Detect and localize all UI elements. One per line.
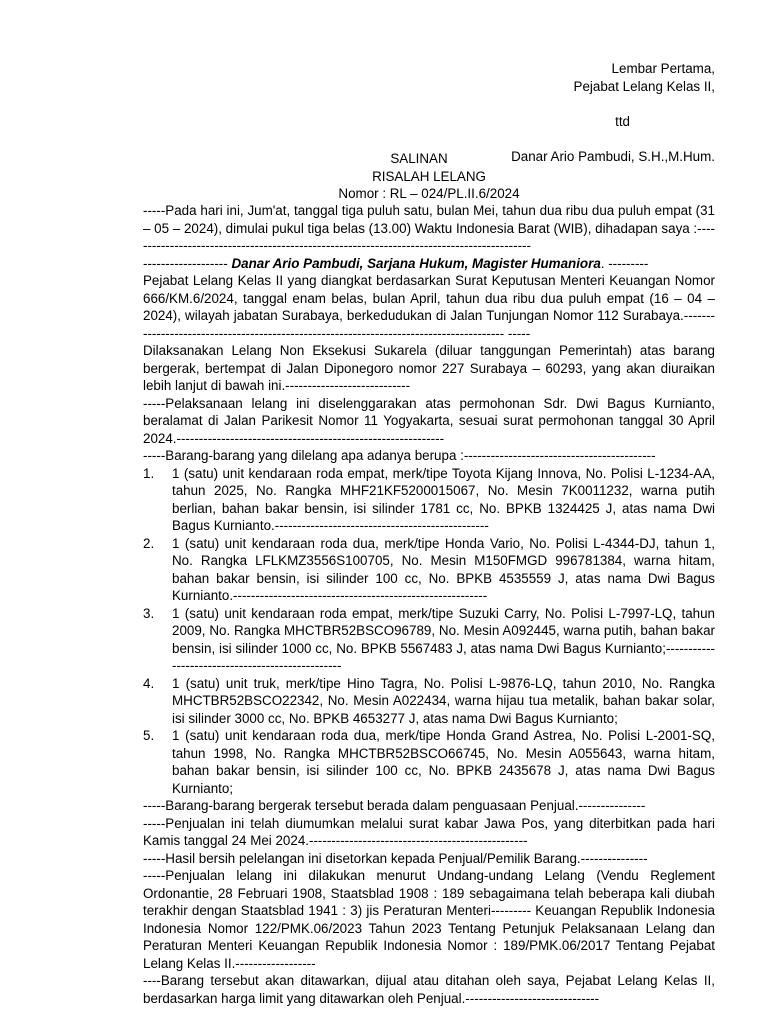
document-body bbox=[143, 202, 715, 1007]
paragraph-opening: -----Pada hari ini, Jum'at, tanggal tiga puluh satu, bulan Mei, tahun dua ribu dua puluh empat (31 – 05 – 2024), dimulai pukul tiga belas (13.00) Waktu Indonesia Barat (WIB), dihadapan saya :------------------------------------------------------------------------------------------- bbox=[143, 203, 715, 253]
paragraph-proceeds: -----Hasil bersih pelelangan ini disetorkan kepada Penjual/Pemilik Barang.--------------- bbox=[143, 850, 648, 866]
list-item bbox=[143, 465, 715, 535]
auction-official-name: Danar Ario Pambudi, Sarjana Hukum, Magister Humaniora bbox=[231, 255, 601, 271]
auction-items-list bbox=[143, 465, 715, 798]
signed-mark: ttd bbox=[615, 113, 630, 129]
copy-label: SALINAN bbox=[390, 151, 448, 166]
paragraph-auction-type: Dilaksanakan Lelang Non Eksekusi Sukarela (diluar tanggungan Pemerintah) atas barang bergerak, bertempat di Jalan Diponegoro nomor 227 Surabaya – 60293, yang akan diuraikan lebih lanjut di bawah ini.---------------------------- bbox=[143, 343, 715, 393]
item-number: 3. bbox=[143, 605, 155, 621]
official-title: Pejabat Lelang Kelas II, bbox=[573, 78, 715, 94]
document-number: Nomor : RL – 024/PL.II.6/2024 bbox=[338, 186, 520, 201]
document-title: RISALAH LELANG bbox=[372, 168, 486, 184]
spacer bbox=[355, 95, 715, 113]
item-number: 5. bbox=[143, 728, 155, 743]
paragraph-appointment: Pejabat Lelang Kelas II yang diangkat berdasarkan Surat Keputusan Menteri Keuangan Nomor 666/KM.6/2024, tanggal enam belas, bulan April, tahun dua ribu dua puluh empat (16 – 04 – 2024), wilayah jabatan Surabaya, berkedudukan di Jalan Tunjungan Nomor 112 Surabaya.---------------------------------------------------------------------------------------- ----- bbox=[143, 273, 715, 341]
list-item bbox=[143, 535, 715, 605]
paragraph-announcement: -----Penjualan ini telah diumumkan melalui surat kabar Jawa Pos, yang diterbitkan pada hari Kamis tanggal 24 Mei 2024.------------------------------------------------- bbox=[143, 815, 715, 848]
item-number: 2. bbox=[143, 535, 155, 551]
paragraph-official-name bbox=[143, 255, 715, 273]
list-item bbox=[143, 727, 715, 797]
official-name: Danar Ario Pambudi, S.H.,M.Hum. bbox=[511, 148, 715, 164]
dash-suffix: . --------- bbox=[600, 255, 649, 271]
item-number: 4. bbox=[143, 675, 155, 691]
item-number: 1. bbox=[143, 465, 155, 481]
paragraph-legal-basis: -----Penjualan lelang ini dilakukan menurut Undang-undang Lelang (Vendu Reglement Ordonantie, 28 Februari 1908, Staatsblad 1908 : 189 sebagaimana telah beberapa kali diubah terakhir dengan Staatsblad 1941 : 3) jis Peraturan Menteri--------- Keuangan Republik Indonesia Indonesia Nomor 122/PMK.06/2023 Tahun 2023 Tentang Petunjuk Pelaksanaan Lelang dan Peraturan Menteri Keuangan Republik Indonesia Nomor : 189/PMK.06/2017 Tentang Pejabat Lelang Kelas II.------------------ bbox=[143, 868, 715, 971]
dash-prefix: ------------------- bbox=[143, 255, 232, 271]
list-item bbox=[143, 605, 715, 675]
paragraph-offer: ----Barang tersebut akan ditawarkan, dijual atau ditahan oleh saya, Pejabat Lelang Kelas II, berdasarkan harga limit yang ditawarkan oleh Penjual.------------------------------ bbox=[143, 973, 715, 1006]
paragraph-items-intro: -----Barang-barang yang dilelang apa adanya berupa :------------------------------------------- bbox=[143, 448, 656, 463]
spacer bbox=[355, 130, 715, 148]
paragraph-possession: -----Barang-barang bergerak tersebut berada dalam penguasaan Penjual.--------------- bbox=[143, 798, 646, 813]
paragraph-request: -----Pelaksanaan lelang ini diselenggarakan atas permohonan Sdr. Dwi Bagus Kurnianto, beralamat di Jalan Parikesit Nomor 11 Yogyakarta, sesuai surat permohonan tanggal 30 April 2024.------------------------------------------------------------ bbox=[143, 395, 715, 446]
item-text: 1 (satu) unit kendaraan roda dua, merk/tipe Honda Vario, No. Polisi L-4344-DJ, tahun 1, No. Rangka LFLKMZ3556S100705, No. Mesin M150FMGD 996781384, warna hitam, bahan bakar bensin, isi silinder 100 cc, No. BPKB 4535559 J, atas nama Dwi Bagus Kurnianto.--------------------------------------------------------- bbox=[172, 535, 715, 603]
document-heading bbox=[143, 150, 715, 203]
item-text: 1 (satu) unit kendaraan roda empat, merk/tipe Suzuki Carry, No. Polisi L-7997-LQ, tahun 2009, No. Rangka MHCTBR52BSCO96789, No. Mesin A092445, warna putih, bahan bakar bensin, isi silinder 1000 cc, No. BPKB 5567483 J, atas nama Dwi Bagus Kurnianto;------------------------------------------------- bbox=[172, 605, 715, 673]
item-text: 1 (satu) unit truk, merk/tipe Hino Tagra, No. Polisi L-9876-LQ, tahun 2010, No. Rangka MHCTBR52BSCO22342, No. Mesin A022434, warna hijau tua metalik, bahan bakar solar, isi silinder 3000 cc, No. BPKB 4653277 J, atas nama Dwi Bagus Kurnianto; bbox=[172, 675, 715, 726]
item-text: 1 (satu) unit kendaraan roda empat, merk/tipe Toyota Kijang Innova, No. Polisi L-1234-AA, tahun 2025, No. Rangka MHF21KF5200015067, No. Mesin 7K0011232, warna putih berlian, bahan bakar bensin, isi silinder 1781 cc, No. BPKB 1324425 J, atas nama Dwi Bagus Kurnianto.------------------------------------------------ bbox=[172, 465, 715, 533]
item-text: 1 (satu) unit kendaraan roda dua, merk/tipe Honda Grand Astrea, No. Polisi L-2001-SQ, tahun 1998, No. Rangka MHCTBR52BSCO66745, No. Mesin A055643, warna hitam, bahan bakar bensin, isi silinder 100 cc, No. BPKB 2435678 J, atas nama Dwi Bagus Kurnianto; bbox=[172, 728, 715, 796]
list-item bbox=[143, 675, 715, 728]
sheet-label: Lembar Pertama, bbox=[611, 61, 715, 76]
